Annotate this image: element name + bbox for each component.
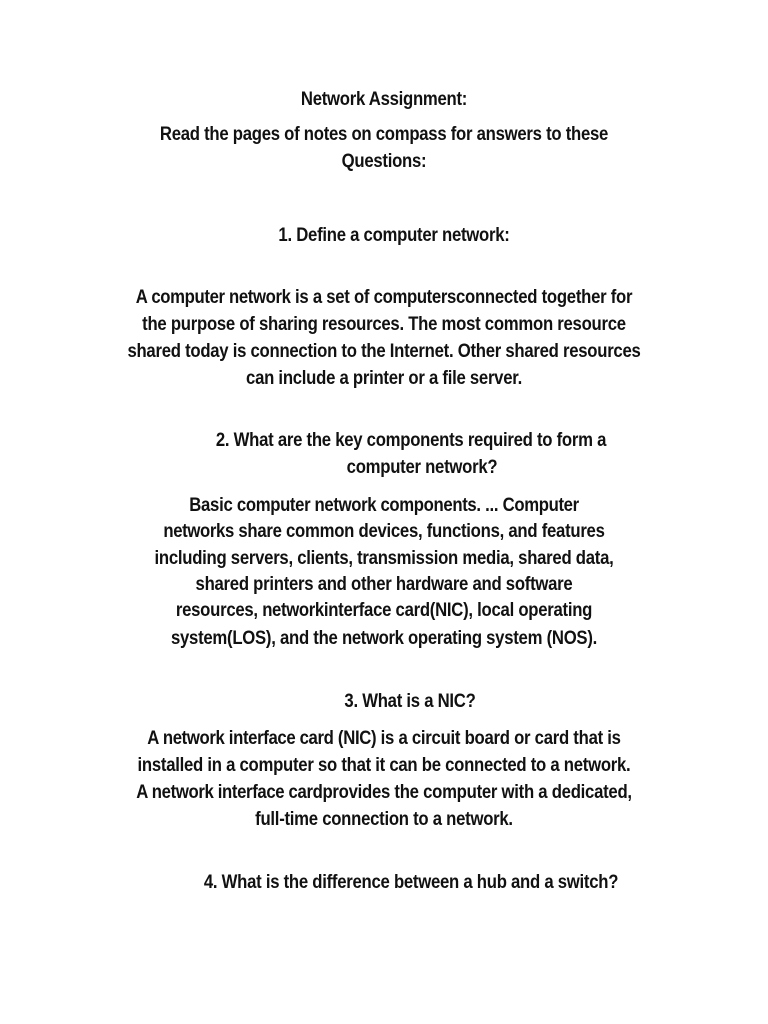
answer-text: ( bbox=[333, 728, 344, 749]
answer-text: Basic bbox=[189, 495, 237, 516]
question-2-line-1: 2. What are the key components required to form a bbox=[215, 430, 607, 451]
answer-text: resources, bbox=[175, 600, 263, 621]
answer-2-line-6 bbox=[46, 626, 722, 652]
keyword-highlight: NIC bbox=[343, 728, 371, 749]
answer-text: . ... bbox=[476, 495, 503, 516]
keyword-highlight: Computer bbox=[502, 495, 579, 516]
keyword-highlight: network bbox=[262, 600, 324, 621]
answer-3-line-3 bbox=[46, 780, 722, 806]
answer-text: share common devices, functions, and features bbox=[233, 521, 605, 542]
question-2-line-2: computer network? bbox=[346, 457, 498, 478]
keyword-highlight: computers bbox=[373, 287, 456, 308]
answer-text: provides the computer with a dedicated, bbox=[322, 782, 632, 803]
keyword-highlight: network interface card bbox=[151, 782, 323, 803]
answer-2-line-5 bbox=[46, 598, 722, 624]
answer-2-line-1 bbox=[46, 493, 722, 519]
answer-2-line-4: shared printers and other hardware and software bbox=[195, 574, 573, 595]
answer-text: connected together for bbox=[455, 287, 633, 308]
answer-3-line-2: installed in a computer so that it can be connected to a network. bbox=[137, 755, 631, 776]
answer-2-line-3: including servers, clients, transmission media, shared data, bbox=[154, 548, 614, 569]
answer-3-line-4: full-time connection to a network. bbox=[255, 809, 513, 830]
answer-1-line-1 bbox=[46, 285, 722, 311]
answer-1-line-2: the purpose of sharing resources. The most common resource bbox=[142, 314, 626, 335]
answer-1-line-3: shared today is connection to the Internet. Other shared resources bbox=[127, 341, 641, 362]
keyword-highlight: computer network bbox=[151, 287, 291, 308]
keyword-highlight: network bbox=[341, 628, 404, 649]
answer-text: system(LOS), and the bbox=[170, 628, 342, 649]
question-4: 4. What is the difference between a hub and a switch? bbox=[203, 872, 619, 893]
document-subtitle-line-1: Read the pages of notes on compass for answers to these bbox=[159, 124, 609, 145]
answer-3-line-1 bbox=[46, 726, 722, 752]
question-1: 1. Define a computer network: bbox=[278, 225, 510, 246]
answer-2-line-2 bbox=[46, 519, 722, 545]
question-3: 3. What is a NIC? bbox=[344, 691, 476, 712]
answer-text: A bbox=[147, 728, 163, 749]
answer-1-line-4: can include a printer or a file server. bbox=[246, 368, 522, 389]
answer-text: ) is a circuit board or card that is bbox=[370, 728, 621, 749]
answer-text: operating system (NOS). bbox=[403, 628, 598, 649]
keyword-highlight: computer network components bbox=[236, 495, 477, 516]
answer-text: A bbox=[135, 287, 152, 308]
document-subtitle-line-2: Questions: bbox=[341, 151, 427, 172]
answer-text: A bbox=[136, 782, 152, 803]
answer-text: is a set of bbox=[290, 287, 374, 308]
keyword-highlight: networks bbox=[163, 521, 234, 542]
keyword-highlight: network interface card bbox=[162, 728, 334, 749]
answer-text: interface card(NIC), local operating bbox=[323, 600, 593, 621]
document-title: Network Assignment: bbox=[300, 89, 468, 110]
